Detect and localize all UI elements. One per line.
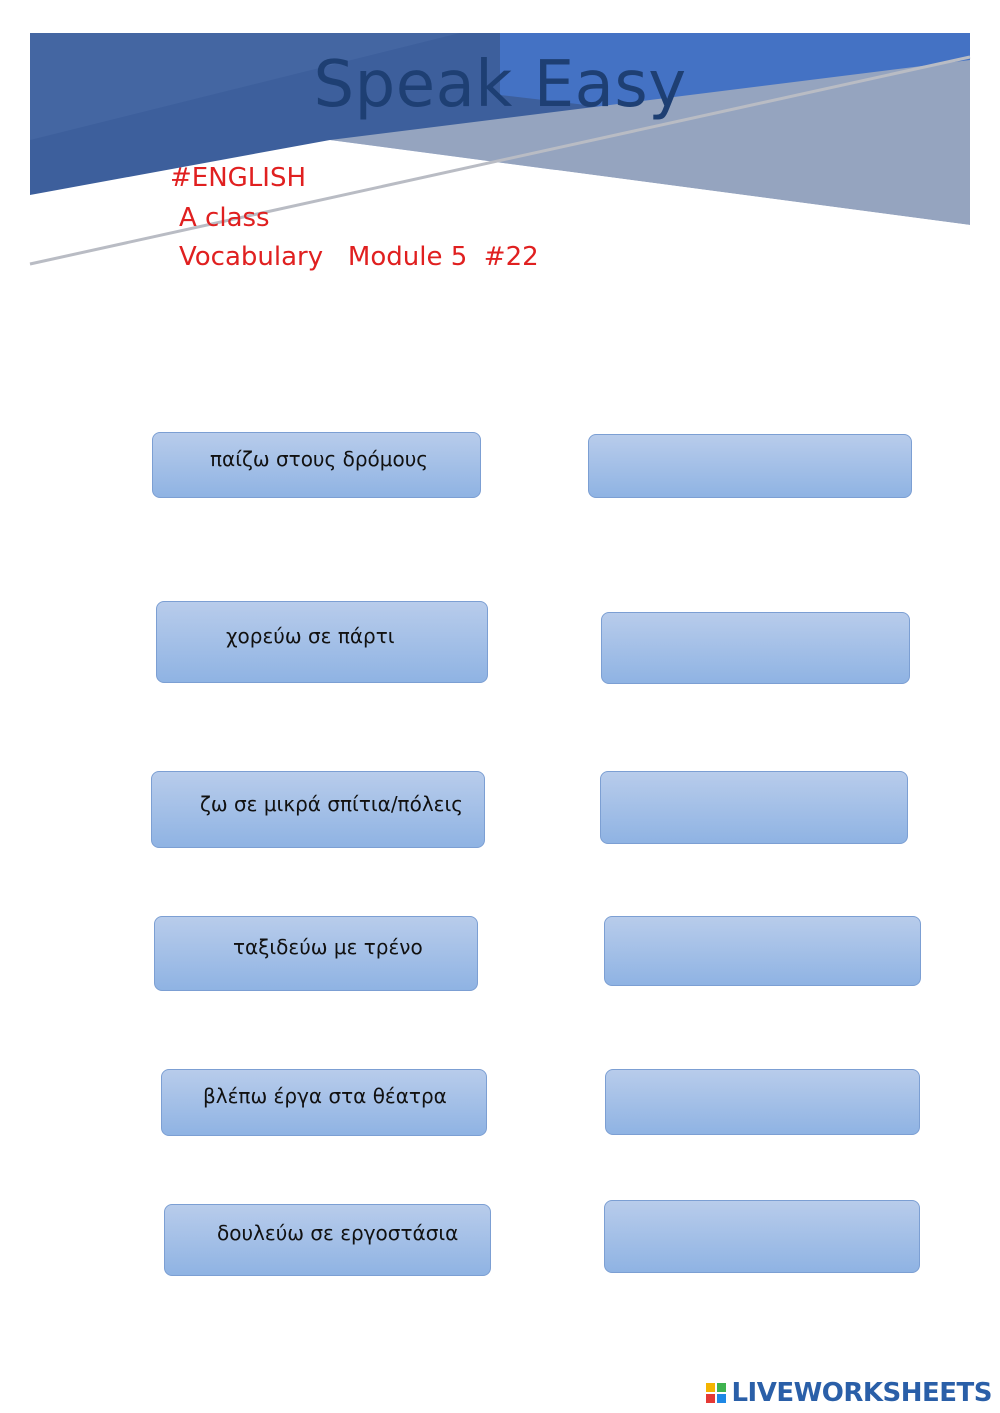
answer-box-4[interactable] (604, 916, 921, 986)
answer-box-6[interactable] (604, 1200, 920, 1273)
phrase-box (151, 771, 485, 848)
liveworksheets-logo (705, 1376, 992, 1410)
phrase-box (154, 916, 478, 991)
liveworksheets-brand: LIVEWORKSHEETS (731, 1378, 992, 1408)
phrase-text: δουλεύω σε εργοστάσια (217, 1221, 459, 1245)
class-label: A class (179, 203, 270, 233)
phrase-text: ζω σε μικρά σπίτια/πόλεις (200, 792, 463, 816)
phrase-box (161, 1069, 487, 1136)
phrase-text: παίζω στους δρόμους (210, 447, 429, 471)
phrase-box (152, 432, 481, 498)
liveworksheets-logo-icon (705, 1382, 727, 1404)
answer-box-2[interactable] (601, 612, 910, 684)
phrase-box (164, 1204, 491, 1276)
answer-box-5[interactable] (605, 1069, 920, 1135)
answer-box-3[interactable] (600, 771, 908, 844)
module-label: Vocabulary Module 5 #22 (179, 242, 539, 272)
subject-label: #ENGLISH (170, 163, 307, 193)
phrase-text: βλέπω έργα στα θέατρα (203, 1084, 447, 1108)
phrase-text: χορεύω σε πάρτι (226, 624, 395, 648)
answer-box-1[interactable] (588, 434, 912, 498)
phrase-text: ταξιδεύω με τρένο (233, 935, 423, 959)
phrase-box (156, 601, 488, 683)
page-title: Speak Easy (313, 48, 687, 122)
